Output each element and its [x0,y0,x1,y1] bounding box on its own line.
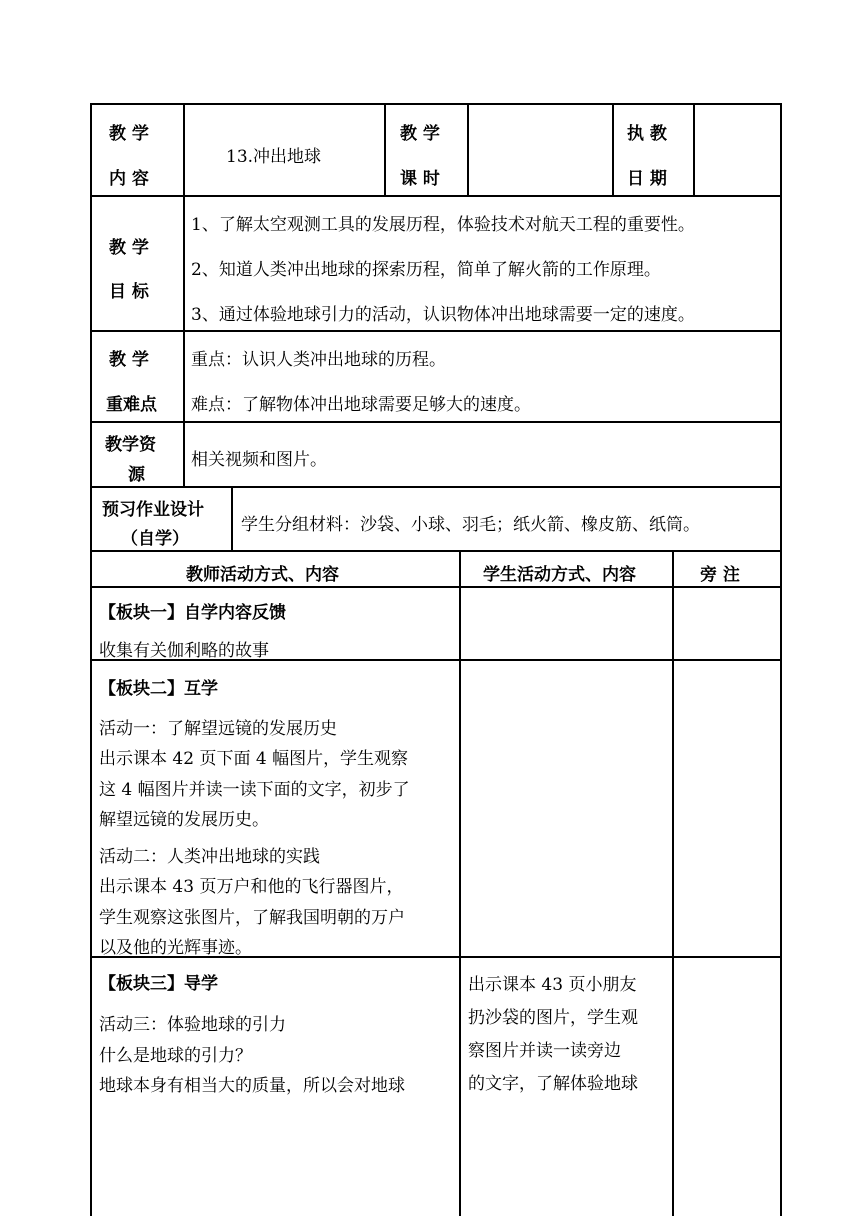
block3-student-line-2: 扔沙袋的图片，学生观 [468,1008,638,1028]
row-divider-5 [90,550,781,552]
block2-line-1: 活动一：了解望远镜的发展历史 [99,719,337,739]
label-key-top: 教 学 [109,350,149,370]
label-preview-top: 预习作业设计 [102,500,204,520]
block3-student-line-3: 察图片并读一读旁边 [468,1041,621,1061]
block1-line-1: 收集有关伽利略的故事 [99,641,269,661]
label-preview-bottom: （自学） [121,529,189,549]
label-resources-top: 教学资 [105,435,156,455]
block2-line-7: 学生观察这张图片，了解我国明朝的万户 [99,908,405,928]
column-header-teacher: 教师活动方式、内容 [186,565,339,585]
label-date-top: 执 教 [627,124,667,144]
preview-divider [231,486,233,550]
block3-student-line-1: 出示课本 43 页小朋友 [468,975,637,995]
column-header-student: 学生活动方式、内容 [483,565,636,585]
block3-line-2: 什么是地球的引力？ [99,1046,252,1066]
block1-title: 【板块一】自学内容反馈 [99,603,286,623]
key-point-text: 重点：认识人类冲出地球的历程。 [191,350,446,370]
label-resources-bottom: 源 [128,465,145,485]
row-divider-2 [90,330,781,332]
table-border-right [780,103,782,1216]
header-divider-4 [612,103,614,195]
table-border-top [90,103,781,105]
row-divider-6 [90,586,781,588]
column-header-notes: 旁 注 [700,565,740,585]
label-key-bottom: 重难点 [106,395,157,415]
block3-title: 【板块三】导学 [99,974,218,994]
label-content-top: 教 学 [109,124,149,144]
label-period-top: 教 学 [400,124,440,144]
header-divider-3 [467,103,469,195]
block2-line-4: 解望远镜的发展历史。 [99,810,269,830]
block2-line-5: 活动二：人类冲出地球的实践 [99,847,320,867]
row-divider-4 [90,486,781,488]
block3-line-1: 活动三：体验地球的引力 [99,1015,286,1035]
table-border-left [90,103,92,1216]
objective-item-3: 3、通过体验地球引力的活动，认识物体冲出地球需要一定的速度。 [191,305,695,325]
resources-text: 相关视频和图片。 [191,450,327,470]
block2-line-3: 这 4 幅图片并读一读下面的文字，初步了 [99,780,410,800]
label-objectives-top: 教 学 [109,238,149,258]
block2-title: 【板块二】互学 [99,679,218,699]
block3-line-3: 地球本身有相当大的质量，所以会对地球 [99,1076,405,1096]
activity-divider-2 [672,550,674,1216]
block2-line-2: 出示课本 42 页下面 4 幅图片，学生观察 [99,749,409,769]
row-divider-1 [90,195,781,197]
activity-divider-1 [459,550,461,1216]
preview-text: 学生分组材料：沙袋、小球、羽毛；纸火箭、橡皮筋、纸筒。 [241,515,700,535]
label-divider [183,195,185,486]
row-divider-3 [90,421,781,423]
lesson-title: 13.冲出地球 [226,147,322,167]
header-divider-1 [183,103,185,195]
difficult-point-text: 难点：了解物体冲出地球需要足够大的速度。 [191,395,531,415]
block2-line-6: 出示课本 43 页万户和他的飞行器图片， [99,877,404,897]
label-period-bottom: 课 时 [400,169,440,189]
block3-student-line-4: 的文字，了解体验地球 [468,1074,638,1094]
label-objectives-bottom: 目 标 [109,282,149,302]
label-content-bottom: 内 容 [109,169,149,189]
objective-item-1: 1、了解太空观测工具的发展历程，体验技术对航天工程的重要性。 [191,215,695,235]
block2-line-8: 以及他的光辉事迹。 [99,938,252,958]
header-divider-5 [693,103,695,195]
objective-item-2: 2、知道人类冲出地球的探索历程，简单了解火箭的工作原理。 [191,260,661,280]
header-divider-2 [384,103,386,195]
label-date-bottom: 日 期 [627,169,667,189]
